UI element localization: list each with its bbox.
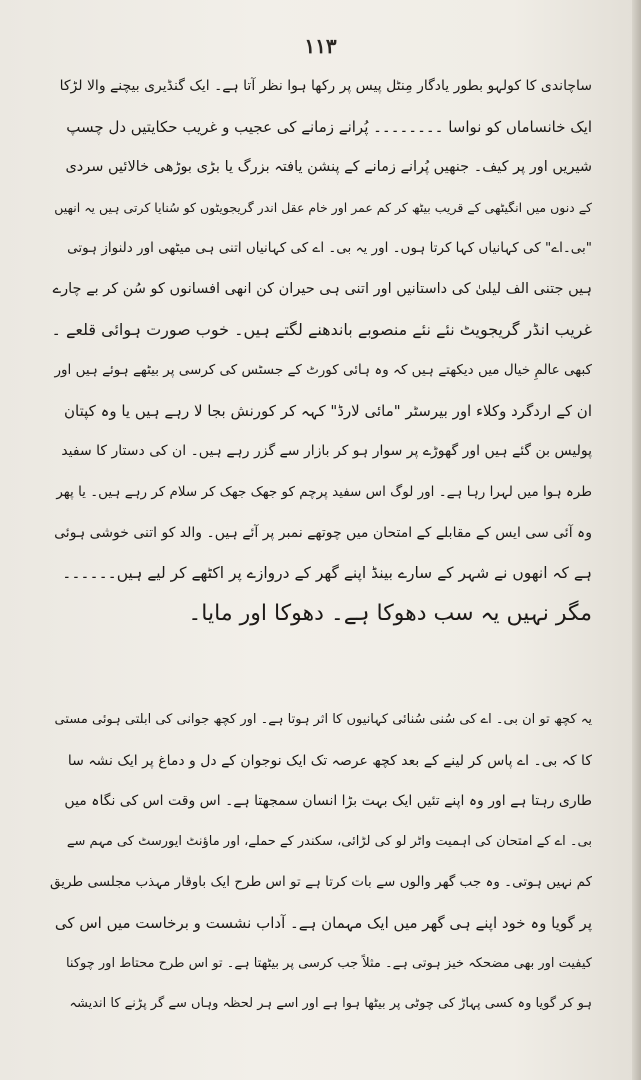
- text-line: غریب انڈر گریجویٹ نئے نئے منصوبے باندھنے لگتے ہیں۔ خوب صورت ہوائی قلعے ۔: [51, 319, 592, 339]
- page-spine-shadow: [632, 0, 641, 1080]
- text-line: وہ آئی سی ایس کے مقابلے کے امتحان میں چوتھے نمبر پر آئے ہیں۔ والد کو اتنی خوشی ہوئی: [54, 524, 592, 541]
- text-line: ہیں جتنی الف لیلیٰ کی داستانیں اور اتنی ہی حیران کن انھی افسانوں کو سُن کر بے چارے: [52, 280, 592, 297]
- paragraph-1: [50, 66, 592, 634]
- text-line: ساچاندی کا کولہو بطور یادگار مِنٹل پیس پر رکھا ہوا نظر آتا ہے۔ ایک گنڈیری بیچنے والا لڑکا: [59, 78, 592, 94]
- text-line: ایک خانساماں کو نواسا ۔۔۔۔۔۔۔۔ پُرانے زمانے کی عجیب و غریب حکایتیں دل چسپ: [66, 117, 592, 136]
- text-line: ہو کر گویا وہ کسی پہاڑ کی چوٹی پر بیٹھا ہوا ہے اور اسے ہر لحظہ وہاں سے گر پڑنے کا اندیشہ: [69, 996, 592, 1012]
- text-line: شیریں اور پر کیف۔ جنھیں پُرانے زمانے کے پنشن یافتہ بزرگ یا بڑی بوڑھی خالائیں سردی: [65, 159, 592, 176]
- text-line: ان کے اردگرد وکلاء اور بیرسٹر "مائی لارڈ" کہہ کر کورنش بجا لا رہے ہیں یا وہ کپتان: [64, 401, 592, 420]
- text-line: پولیس بن گئے ہیں اور گھوڑے پر سوار ہو کر بازار سے گزر رہے ہیں۔ ان کی دستار کا سفید: [61, 443, 592, 460]
- text-line: طاری رہتا ہے اور وہ اپنے تئیں ایک بہت بڑا انسان سمجھتا ہے۔ اس وقت اس کی نگاہ میں: [64, 793, 592, 810]
- paragraph-2: [50, 700, 592, 1025]
- text-line: ہے کہ انھوں نے شہر کے سارے بینڈ اپنے گھر کے دروازے پر اکٹھے کر لیے ہیں۔۔۔۔۔۔: [62, 564, 592, 583]
- text-line: بی۔ اے کے امتحان کی اہمیت واٹر لو کی لڑائی، سکندر کے حملے، اور ماؤنٹ ایورسٹ کی مہم سے: [66, 833, 592, 849]
- text-line: کے دنوں میں انگیٹھی کے قریب بیٹھ کر کم عمر اور خام عقل اندر گریجویٹوں کو سُنایا کرتی ہیں یہ انھیں: [54, 199, 592, 215]
- page-number: ١١٣: [304, 34, 337, 58]
- text-line: طرہ ہوا میں لہرا رہا ہے۔ اور لوگ اس سفید پرچم کو جھک جھک کر سلام کر رہے ہیں۔ یا پھر: [56, 483, 592, 500]
- text-line: کیفیت اور بھی مضحکہ خیز ہوتی ہے۔ مثلاً جب کرسی پر بیٹھتا ہے۔ تو اس طرح محتاط اور چوکنا: [65, 955, 592, 971]
- text-line: "بی۔اے" کی کہانیاں کہا کرتا ہوں۔ اور یہ بی۔ اے کی کہانیاں اتنی ہی میٹھی اور دلنواز ہوتی: [67, 240, 592, 257]
- text-line: کم نہیں ہوتی۔ وہ جب گھر والوں سے بات کرتا ہے تو اس طرح ایک باوقار مہذب مجلسی طریق: [50, 874, 592, 891]
- text-line: کا کہ بی۔ اے پاس کر لینے کے بعد کچھ عرصہ تک ایک نوجوان کے دل و دماغ پر ایک نشہ سا: [67, 752, 592, 769]
- text-line: مگر نہیں یہ سب دھوکا ہے۔ دھوکا اور مایا۔: [188, 600, 592, 626]
- text-line: پر گویا وہ خود اپنے ہی گھر میں ایک مہمان ہے۔ آداب نشست و برخاست میں اس کی: [54, 913, 592, 932]
- text-line: یہ کچھ تو ان بی۔ اے کی سُنی سُنائی کہانیوں کا اثر ہوتا ہے۔ اور کچھ جوانی کی ابلتی ہوئی مستی: [54, 712, 592, 727]
- text-line: کبھی عالمِ خیال میں دیکھتے ہیں کہ وہ ہائی کورٹ کے جسٹس کی کرسی پر بیٹھے ہوئے ہیں اور: [54, 362, 592, 379]
